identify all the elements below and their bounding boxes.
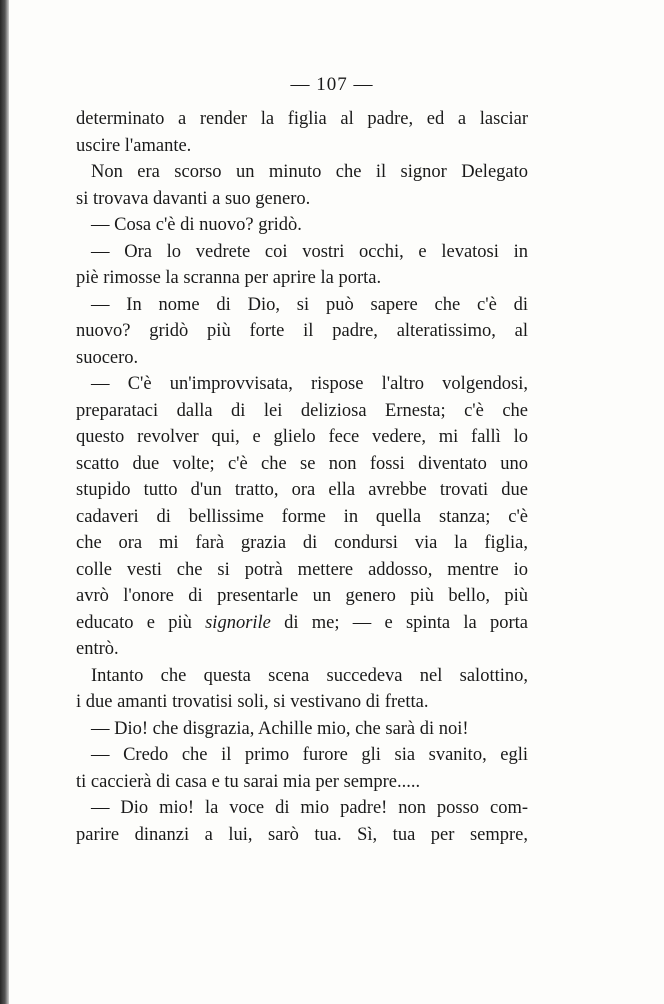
text-line: — Credo che il primo furore gli sia svanito, egli [91, 745, 528, 765]
text-line: preparataci dalla di lei deliziosa Ernesta; c'è che [76, 400, 528, 421]
text-line: cadaveri di bellissime forme in quella stanza; c'è [76, 506, 528, 527]
text-line: Intanto che questa scena succedeva nel salottino, [91, 665, 528, 686]
text-line: — Cosa c'è di nuovo? gridò. [91, 215, 302, 235]
text-line: piè rimosse la scranna per aprire la porta. [76, 268, 382, 288]
text-line: colle vesti che si potrà mettere addosso, mentre io [76, 559, 528, 580]
text-line: suocero. [76, 347, 139, 368]
text-line: educato e più signorile di me; — e spinta la porta [76, 612, 528, 633]
text-line: — In nome di Dio, si può sapere che c'è di [91, 294, 528, 315]
text-line: stupido tutto d'un tratto, ora ella avrebbe trovati due [76, 480, 528, 500]
text-line: nuovo? gridò più forte il padre, alteratissimo, al [76, 321, 528, 341]
text-line: Non era scorso un minuto che il signor Delegato [91, 162, 528, 182]
text-line: — Dio! che disgrazia, Achille mio, che sarà di noi! [91, 718, 469, 739]
book-spine-shadow [0, 0, 9, 1004]
text-line: parire dinanzi a lui, sarò tua. Sì, tua per sempre, [76, 824, 528, 845]
text-line: si trovava davanti a suo genero. [76, 188, 311, 209]
text-line: — Dio mio! la voce di mio padre! non posso com- [91, 798, 528, 818]
text-line: — C'è un'improvvisata, rispose l'altro volgendosi, [91, 374, 528, 394]
text-line: determinato a render la figlia al padre, ed a lasciar [76, 109, 528, 129]
text-line: entrò. [76, 639, 119, 659]
text-line: avrò l'onore di presentarle un genero più bello, più [76, 586, 528, 606]
text-line: uscire l'amante. [76, 135, 192, 156]
text-line: i due amanti trovatisi soli, si vestivano di fretta. [76, 692, 429, 712]
text-line: questo revolver qui, e glielo fece vedere, mi fallì lo [76, 427, 528, 447]
text-line: — Ora lo vedrete coi vostri occhi, e levatosi in [91, 241, 528, 262]
emphasized-word: signorile [205, 612, 271, 633]
page-number: — 107 — [290, 74, 374, 95]
text-line: ti caccierà di casa e tu sarai mia per sempre..... [76, 771, 421, 792]
text-line: che ora mi farà grazia di condursi via la figlia, [76, 533, 528, 553]
text-line: scatto due volte; c'è che se non fossi diventato uno [76, 453, 528, 474]
body-text [76, 106, 528, 848]
